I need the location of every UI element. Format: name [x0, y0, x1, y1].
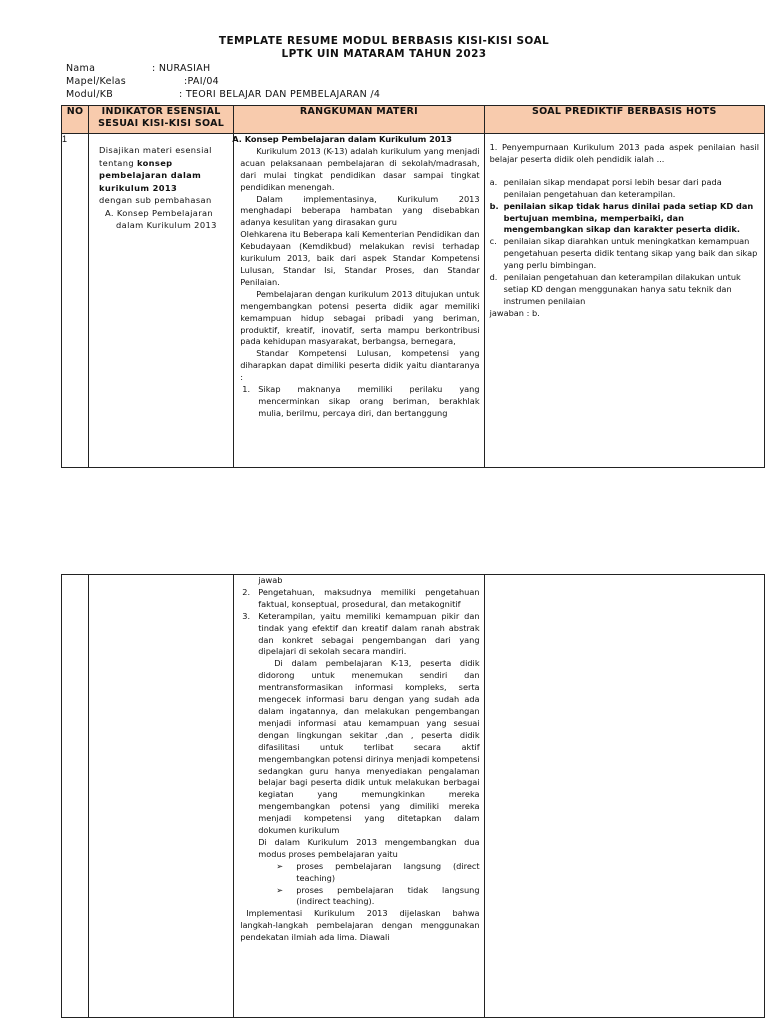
document-subtitle: LPTK UIN MATARAM TAHUN 2023	[281, 48, 487, 60]
indikator-line-bold: kurikulum 2013	[99, 182, 178, 193]
resume-table	[61, 105, 765, 468]
table-header-row	[62, 106, 765, 134]
materi-heading: A. Konsep Pembelajaran dalam Kurikulum 2013	[232, 134, 452, 144]
meta-nama	[66, 63, 210, 74]
indikator-bold: konsep	[136, 157, 173, 168]
materi-continuation: jawab	[258, 575, 283, 585]
materi-paragraph: Implementasi Kurikulum 2013 dijelaskan bahwa langkah-langkah pembelajaran dengan menggunakan pendekatan ilmiah ada lima. Diawali	[240, 908, 480, 943]
table-row	[62, 575, 765, 1018]
materi-bullet: ➢ proses pembelajaran langsung (direct teaching)	[276, 860, 480, 883]
header-rangkuman: RANGKUMAN MATERI	[234, 106, 484, 134]
header-indikator-line1: INDIKATOR ESENSIAL	[101, 106, 221, 117]
meta-nama-label: Nama	[66, 63, 96, 74]
materi-paragraph: Standar Kompetensi Lulusan, kompetensi yang diharapkan dapat dimiliki peserta didik yaitu diantaranya :	[240, 348, 480, 383]
soal-option-c: c. penilaian sikap diarahkan untuk meningkatkan kemampuan pengetahuan peserta didik tentang sikap yang baik dan sikap yang perlu bimbingan.	[489, 236, 758, 271]
materi-paragraph: Di dalam pembelajaran K-13, peserta didik didorong untuk menemukan sendiri dan mentransformasikan informasi kompleks, serta mengecek informasi baru dengan yang sudah ada dalam ingatannya, dan melakukan pengembangan menjadi informasi atau kemampuan yang sesuai dengan lingkungan sekitar ,dan , peserta didik difasilitasi untuk terlibat secara aktif mengembangkan potensi dirinya menjadi kompetensi sedangkan guru hanya menyediakan pengalaman belajar bagi peserta didik untuk melakukan berbagai kegiatan yang memungkinkan mereka mengembangkan potensi yang dimiliki mereka menjadi kompetensi yang ditetapkan dalam dokumen kurikulum	[258, 658, 480, 836]
meta-modul-value: : TEORI BELAJAR DAN PEMBELAJARAN /4	[179, 89, 381, 100]
indikator-line: dengan sub pembahasan	[99, 195, 212, 205]
row-number: 1	[62, 134, 89, 468]
materi-list-item: 1. Sikap maknanya memiliki perilaku yang mencerminkan sikap orang beriman, berakhlak mulia, berilmu, percaya diri, dan bertanggung	[242, 384, 480, 418]
materi-paragraph: Kurikulum 2013 (K-13) adalah kurikulum yang menjadi acuan pelaksanaan pembelajaran di sekolah/madrasah, dari mulai tingkat pendidikan dasar sampai tingkat pendidikan menengah.	[240, 145, 480, 192]
header-soal: SOAL PREDIKTIF BERBASIS HOTS	[484, 106, 764, 134]
materi-list-item: 2. Pengetahuan, maksudnya memiliki pengetahuan faktual, konseptual, prosedural, dan metakognitif	[242, 586, 480, 609]
soal-option-a: a. penilaian sikap mendapat porsi lebih besar dari pada penilaian pengetahuan dan keterampilan.	[489, 176, 722, 199]
materi-paragraph: Pembelajaran dengan kurikulum 2013 ditujukan untuk mengembangkan potensi peserta didik agar memiliki kemampuan hidup sebagai pribadi yang beriman, produktif, kreatif, inovatif, serta mampu berkontribusi pada kehidupan masyarakat, berbangsa, bernegara,	[240, 288, 480, 347]
row-number-empty	[62, 575, 89, 1018]
meta-mapel-value: :PAI/04	[184, 76, 220, 87]
materi-bullet: ➢ proses pembelajaran tidak langsung (indirect teaching).	[276, 884, 480, 907]
meta-nama-value: : NURASIAH	[152, 63, 211, 74]
document-title: TEMPLATE RESUME MODUL BERBASIS KISI-KISI SOAL	[218, 35, 550, 47]
resume-table-continued	[61, 574, 765, 1018]
indikator-cell	[89, 134, 234, 468]
materi-paragraph: Di dalam Kurikulum 2013 mengembangkan dua modus proses pembelajaran yaitu	[258, 836, 480, 859]
materi-paragraph: Dalam implementasinya, Kurikulum 2013 menghadapi beberapa hambatan yang disebabkan adanya kesulitan yang dirasakan guru	[240, 193, 480, 228]
indikator-cell-empty	[89, 575, 234, 1018]
soal-cell	[484, 134, 764, 468]
arrow-bullet-icon: ➢	[276, 860, 284, 871]
soal-option-b: b. penilaian sikap tidak harus dinilai pada setiap KD dan bertujuan membina, memperbaiki, dan mengembangkan sikap dan karakter peserta didik.	[489, 200, 754, 235]
arrow-bullet-icon: ➢	[276, 884, 284, 895]
materi-list-item: 3. Keterampilan, yaitu memiliki kemampuan pikir dan tindak yang efektif dan kreatif dalam ranah abstrak dan konkret sebagai pengembangan dari yang dipelajari di sekolah secara mandiri.	[242, 610, 480, 657]
meta-modul	[66, 89, 380, 100]
materi-paragraph: Olehkarena itu Beberapa kali Kementerian Pendidikan dan Kebudayaan (Kemdikbud) melakukan revisi terhadap kurikulum 2013, baik dari aspek Standar Kompetensi Lulusan, Standar Isi, Standar Proses, dan Standar Penilaian.	[240, 229, 480, 287]
soal-cell-empty	[484, 575, 764, 1018]
materi-cell	[234, 575, 484, 1018]
indikator-sub: dalam Kurikulum 2013	[116, 220, 217, 230]
soal-option-d: d. penilaian pengetahuan dan keterampilan dilakukan untuk setiap KD dengan menggunakan hanya satu teknik dan instrumen penilaian	[489, 272, 741, 306]
soal-question: 1. Penyempurnaan Kurikulum 2013 pada aspek penilaian hasil belajar peserta didik oleh pendidik ialah ...	[489, 142, 759, 164]
meta-modul-label: Modul/KB	[66, 89, 114, 100]
table-row	[62, 134, 765, 468]
soal-answer: jawaban : b.	[489, 307, 540, 318]
indikator-line: tentang konsep	[99, 157, 173, 168]
header-indikator	[89, 106, 234, 134]
indikator-sub: A. Konsep Pembelajaran	[105, 207, 214, 218]
header-indikator-line2: SESUAI KISI-KISI SOAL	[98, 118, 225, 129]
indikator-line-bold: pembelajaran dalam	[99, 170, 202, 180]
indikator-line: Disajikan materi esensial	[99, 145, 212, 155]
materi-cell	[234, 134, 484, 468]
meta-mapel-label: Mapel/Kelas	[66, 76, 127, 87]
meta-mapel	[66, 76, 219, 87]
header-no: NO	[62, 106, 89, 134]
